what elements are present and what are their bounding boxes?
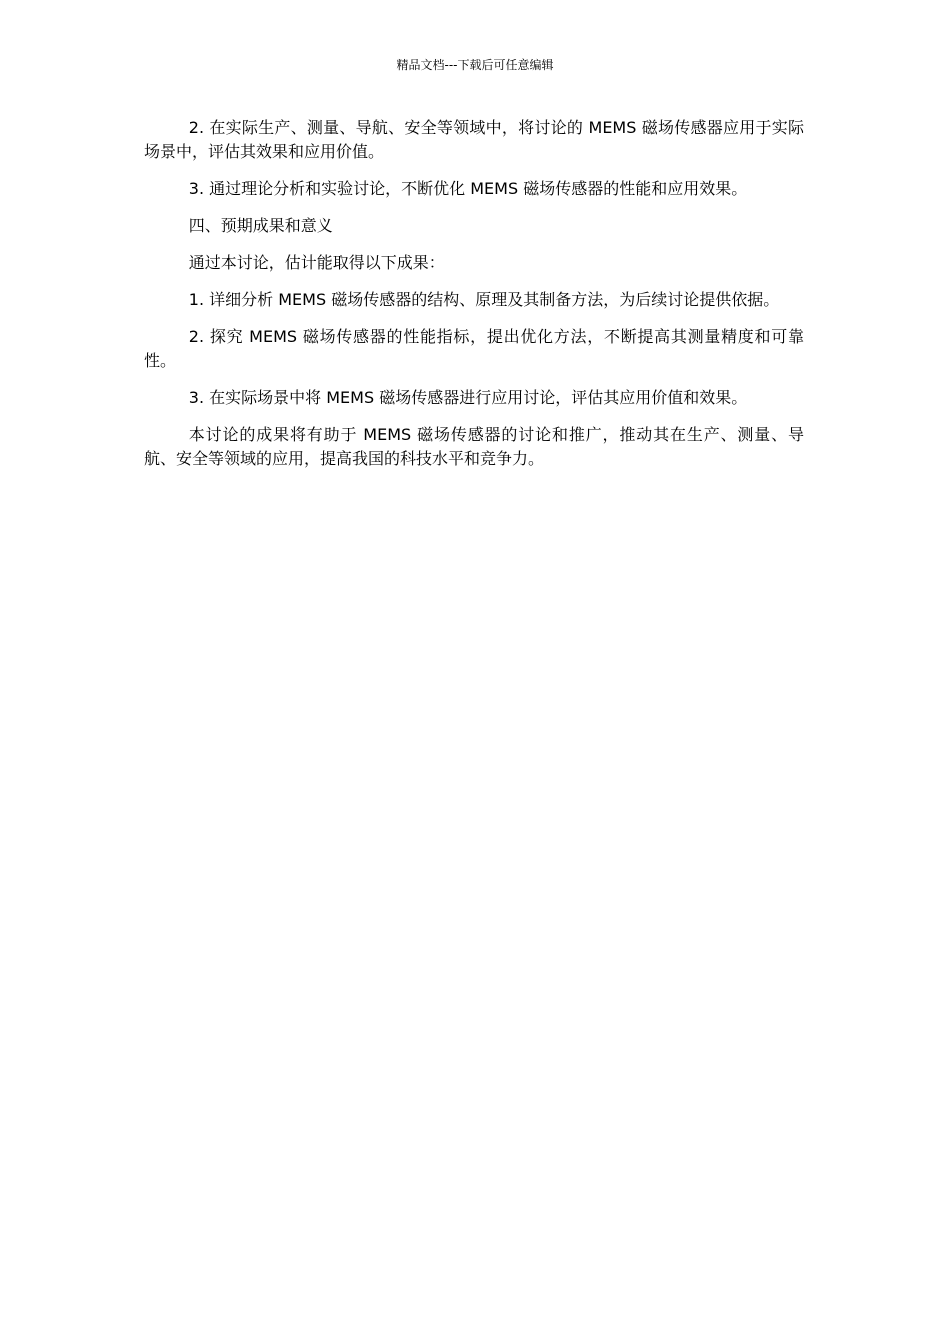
document-body: [144, 116, 804, 484]
paragraph-result-1: 1. 详细分析 MEMS 磁场传感器的结构、原理及其制备方法，为后续讨论提供依据。: [188, 290, 780, 309]
paragraph-results-intro: 通过本讨论，估计能取得以下成果：: [188, 253, 445, 272]
paragraph-result-2: 2. 探究 MEMS 磁场传感器的性能指标，提出优化方法，不断提高其测量精度和可靠性。: [144, 327, 804, 370]
paragraph-optimization: 3. 通过理论分析和实验讨论，不断优化 MEMS 磁场传感器的性能和应用效果。: [188, 179, 748, 198]
section-heading-expected-results: 四、预期成果和意义: [188, 216, 333, 235]
paragraph-application-evaluation: 2. 在实际生产、测量、导航、安全等领域中，将讨论的 MEMS 磁场传感器应用于实际场景中，评估其效果和应用价值。: [144, 118, 804, 161]
paragraph-significance: 本讨论的成果将有助于 MEMS 磁场传感器的讨论和推广，推动其在生产、测量、导航、安全等领域的应用，提高我国的科技水平和竞争力。: [144, 425, 804, 468]
paragraph-result-3: 3. 在实际场景中将 MEMS 磁场传感器进行应用讨论，评估其应用价值和效果。: [188, 388, 748, 407]
page-header: 精品文档---下载后可任意编辑: [396, 58, 554, 72]
